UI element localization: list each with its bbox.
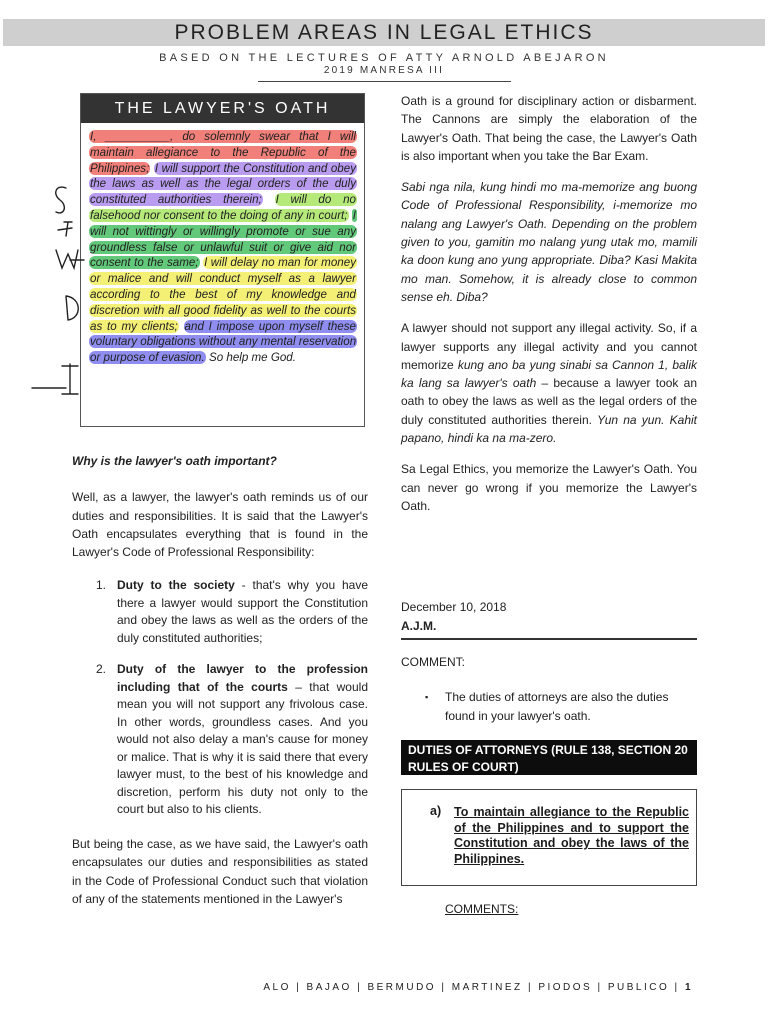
comments-label: COMMENTS: bbox=[445, 902, 519, 916]
oath-text bbox=[89, 129, 357, 366]
document-subtitle-year: 2019 MANRESA III bbox=[323, 65, 445, 76]
list-item bbox=[72, 661, 368, 819]
rule-box bbox=[401, 789, 697, 886]
left-paragraph-1: Well, as a lawyer, the lawyer's oath reminds us of our duties and responsibilities. It is said that the Lawyer's Oath encapsulates everything that is found in the Lawyer's Code of Professional Responsibility: bbox=[72, 490, 368, 560]
entry-date: December 10, 2018 bbox=[401, 600, 507, 614]
oath-segment-constitution: I will support the Constitution and obey the laws as well as the legal orders of the duly constituted authorities therein; bbox=[90, 161, 356, 207]
subtitle-divider bbox=[258, 81, 511, 82]
comment-label: COMMENT: bbox=[401, 655, 465, 669]
list-item-title: Duty of the lawyer to the profession including that of the courts bbox=[117, 662, 368, 694]
list-number: 2. bbox=[96, 662, 107, 677]
oath-segment-obligations: and I impose upon myself these voluntary obligations without any mental reservation or purpose of evasion. bbox=[90, 319, 357, 365]
oath-heading: THE LAWYER'S OATH bbox=[81, 94, 364, 123]
oath-segment-closing: So help me God. bbox=[208, 351, 296, 365]
section-divider bbox=[401, 638, 697, 640]
rule-text: To maintain allegiance to the Republic of the Philippines and to support the Constitution and obey the laws of the Philippines. bbox=[454, 805, 689, 866]
para3-text-b: kung ano ba yung sinabi sa Cannon 1, balik ka lang sa lawyer's oath bbox=[401, 357, 697, 391]
lawyers-oath-box bbox=[80, 93, 365, 427]
document-subtitle: BASED ON THE LECTURES OF ATTY ARNOLD ABEJARON bbox=[159, 52, 609, 64]
right-paragraph-3 bbox=[401, 319, 697, 447]
handwritten-annotations bbox=[26, 180, 86, 410]
footer bbox=[263, 982, 693, 993]
list-item-text: – that would mean you will not support any frivolous case. In other words, groundless cases. And you would not also delay a man's cause for money or malice. That is why it is said there that every lawyer must, to the best of his knowledge and discretion, perform his duty not only to the court but also to his clients. bbox=[117, 679, 368, 817]
question-heading: Why is the lawyer's oath important? bbox=[72, 454, 277, 468]
list-number: 1. bbox=[96, 578, 107, 593]
right-column bbox=[401, 92, 697, 528]
left-paragraph-2: But being the case, as we have said, the Lawyer's oath encapsulates our duties and responsibilities as stated in the Code of Professional Conduct such that violation of any of the statements mentioned in the Lawyer's bbox=[72, 836, 368, 906]
right-paragraph-2: Sabi nga nila, kung hindi mo ma-memorize ang buong Code of Professional Responsibility, i-memorize mo nalang ang Lawyer's Oath. Depending on the problem given to you, gamitin mo nalang yung utak mo, mamili ka doon kung ano yung appropriate. Diba? Kasi Makita mo man. Somehow, it is already close to common sense eh. Diba? bbox=[401, 180, 697, 304]
left-column bbox=[72, 452, 368, 924]
list-item bbox=[72, 577, 368, 647]
document-title: PROBLEM AREAS IN LEGAL ETHICS bbox=[3, 19, 765, 46]
list-item-title: Duty to the society bbox=[117, 578, 235, 593]
rule-label: a) bbox=[430, 804, 442, 818]
para3-text-c: – because a lawyer took an oath to obey the laws as well as the legal orders of the duly constituted authorities therein. bbox=[401, 376, 697, 427]
page-number: 1 bbox=[684, 982, 693, 993]
oath-segment-delay: I will delay no man for money or malice and will conduct myself as a lawyer according to the best of my knowledge and discretion with all good fidelity as well to the courts as to my clients; bbox=[90, 256, 356, 333]
para3-text-a: A lawyer should not support any illegal activity. So, if a lawyer supports any illegal activity and you cannot memorize bbox=[401, 321, 697, 372]
duties-heading: DUTIES OF ATTORNEYS (RULE 138, SECTION 20 RULES OF COURT) bbox=[401, 740, 697, 775]
right-paragraph-1: Oath is a ground for disciplinary action or disbarment. The Cannons are simply the elaboration of the Lawyer's Oath. That being the case, the Lawyer's Oath is also important when you take the Bar Exam. bbox=[401, 94, 697, 163]
oath-segment-falsehood: I will do no falsehood nor consent to the doing of any in court; bbox=[90, 193, 356, 222]
footer-authors: ALO | BAJAO | BERMUDO | MARTINEZ | PIODOS | PUBLICO | bbox=[263, 982, 680, 993]
entry-initials: A.J.M. bbox=[401, 619, 437, 633]
list-item-text: - that's why you have there a lawyer would support the Constitution and obey the laws as well as the orders of the duly constituted authorities; bbox=[117, 578, 368, 645]
oath-segment-allegiance: I, __________, do solemnly swear that I will maintain allegiance to the Republic of the Philippines; bbox=[90, 130, 356, 175]
bullet-icon: ▪ bbox=[425, 692, 429, 702]
comment-bullet bbox=[425, 688, 697, 725]
bullet-text: The duties of attorneys are also the duties found in your lawyer's oath. bbox=[445, 690, 669, 723]
para3-text-d: Yun na yun. Kahit papano, hindi ka na ma-zero. bbox=[401, 412, 697, 446]
oath-segment-groundless-suit: I will not wittingly or willingly promote or sue any groundless false or unlawful suit or give aid nor consent to the same; bbox=[90, 208, 356, 270]
duties-list bbox=[72, 577, 368, 819]
right-paragraph-4: Sa Legal Ethics, you memorize the Lawyer's Oath. You can never go wrong if you memorize the Lawyer's Oath. bbox=[401, 462, 697, 513]
